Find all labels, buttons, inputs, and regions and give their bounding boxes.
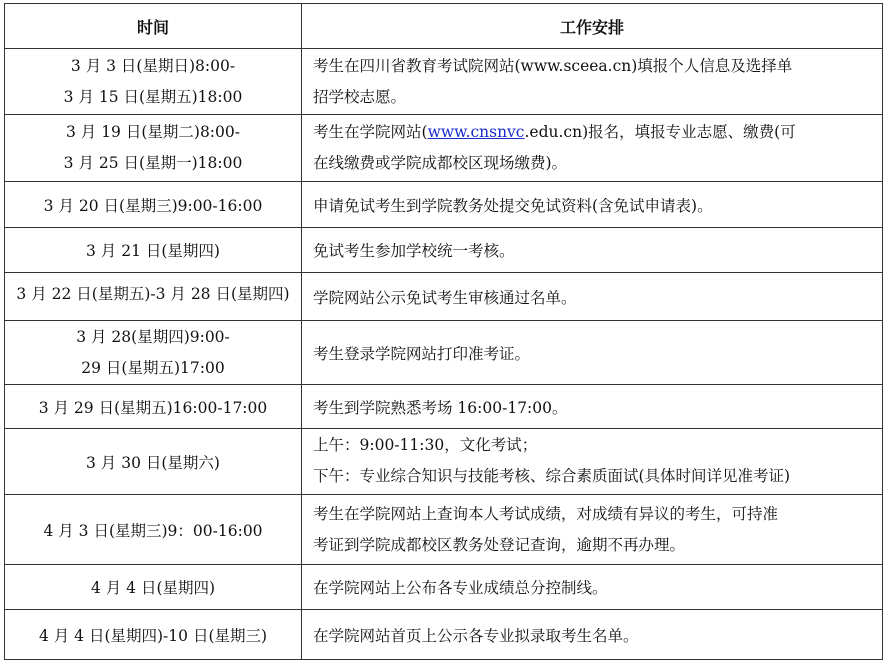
- table-header-row: [5, 4, 883, 49]
- time-cell: [5, 115, 302, 182]
- task-cell: [302, 495, 883, 565]
- task-text: .edu.cn)报名，填报专业志愿、缴费(可: [524, 123, 796, 141]
- task-line: 下午：专业综合知识与技能考核、综合素质面试(具体时间详见准考证): [313, 466, 791, 485]
- task-cell: 考生登录学院网站打印准考证。: [302, 321, 883, 385]
- time-cell: [5, 321, 302, 385]
- task-cell: 在学院网站首页上公示各专业拟录取考生名单。: [302, 610, 883, 660]
- task-cell: 考生到学院熟悉考场 16:00-17:00。: [302, 385, 883, 429]
- table-row: [5, 495, 883, 565]
- header-task: 工作安排: [302, 4, 883, 49]
- time-line: 3 月 22 日(星期五)-3 月 28 日(星期四): [16, 285, 290, 303]
- schedule-table: [4, 3, 883, 660]
- task-cell: 申请免试考生到学院教务处提交免试资料(含免试申请表)。: [302, 182, 883, 228]
- time-cell: [5, 49, 302, 115]
- table-row: [5, 273, 883, 321]
- table-row: [5, 228, 883, 273]
- task-clip: [313, 430, 882, 494]
- table-row: [5, 321, 883, 385]
- table-row: [5, 565, 883, 610]
- task-cell: 在学院网站上公布各专业成绩总分控制线。: [302, 565, 883, 610]
- task-cell: [302, 429, 883, 495]
- time-cell: 3 月 21 日(星期四): [5, 228, 302, 273]
- task-line: 招学校志愿。: [313, 87, 407, 106]
- task-line: 考生在四川省教育考试院网站(www.sceea.cn)填报个人信息及选择单: [313, 56, 793, 75]
- website-link[interactable]: www.cnsnvc: [427, 123, 525, 141]
- time-cell: 3 月 20 日(星期三)9:00-16:00: [5, 182, 302, 228]
- time-line: 3 月 19 日(星期二)8:00-: [65, 123, 240, 141]
- table-row: [5, 385, 883, 429]
- table-row: [5, 429, 883, 495]
- task-line: [313, 117, 882, 148]
- time-line: 3 月 28(星期四)9:00-: [76, 327, 230, 346]
- task-line: 考证到学院成都校区教务处登记查询，逾期不再办理。: [313, 535, 686, 554]
- task-cell: [302, 115, 883, 182]
- time-line: 3 月 15 日(星期五)18:00: [63, 87, 243, 106]
- table-row: [5, 115, 883, 182]
- time-cell: 3 月 30 日(星期六): [5, 429, 302, 495]
- time-cell: 4 月 4 日(星期四)-10 日(星期三): [5, 610, 302, 660]
- task-cell: [302, 49, 883, 115]
- time-cell: 3 月 29 日(星期五)16:00-17:00: [5, 385, 302, 429]
- time-cell: 4 月 3 日(星期三)9：00-16:00: [5, 495, 302, 565]
- header-time: 时间: [5, 4, 302, 49]
- time-cell: [5, 273, 302, 321]
- task-cell: 免试考生参加学校统一考核。: [302, 228, 883, 273]
- time-line: 29 日(星期五)17:00: [81, 358, 225, 377]
- task-line: 上午：9:00-11:30，文化考试；: [313, 435, 538, 454]
- time-cell: 4 月 4 日(星期四): [5, 565, 302, 610]
- task-cell: 学院网站公示免试考生审核通过名单。: [302, 273, 883, 321]
- table-row: [5, 182, 883, 228]
- table-row: [5, 610, 883, 660]
- time-line: 3 月 3 日(星期日)8:00-: [70, 56, 236, 75]
- table-row: [5, 49, 883, 115]
- task-line: 考生在学院网站上查询本人考试成绩，对成绩有异议的考生，可持准: [313, 504, 779, 523]
- time-line: 3 月 25 日(星期一)18:00: [63, 154, 243, 172]
- task-line: 在线缴费或学院成都校区现场缴费)。: [313, 154, 568, 172]
- task-text: 考生在学院网站(: [313, 123, 428, 141]
